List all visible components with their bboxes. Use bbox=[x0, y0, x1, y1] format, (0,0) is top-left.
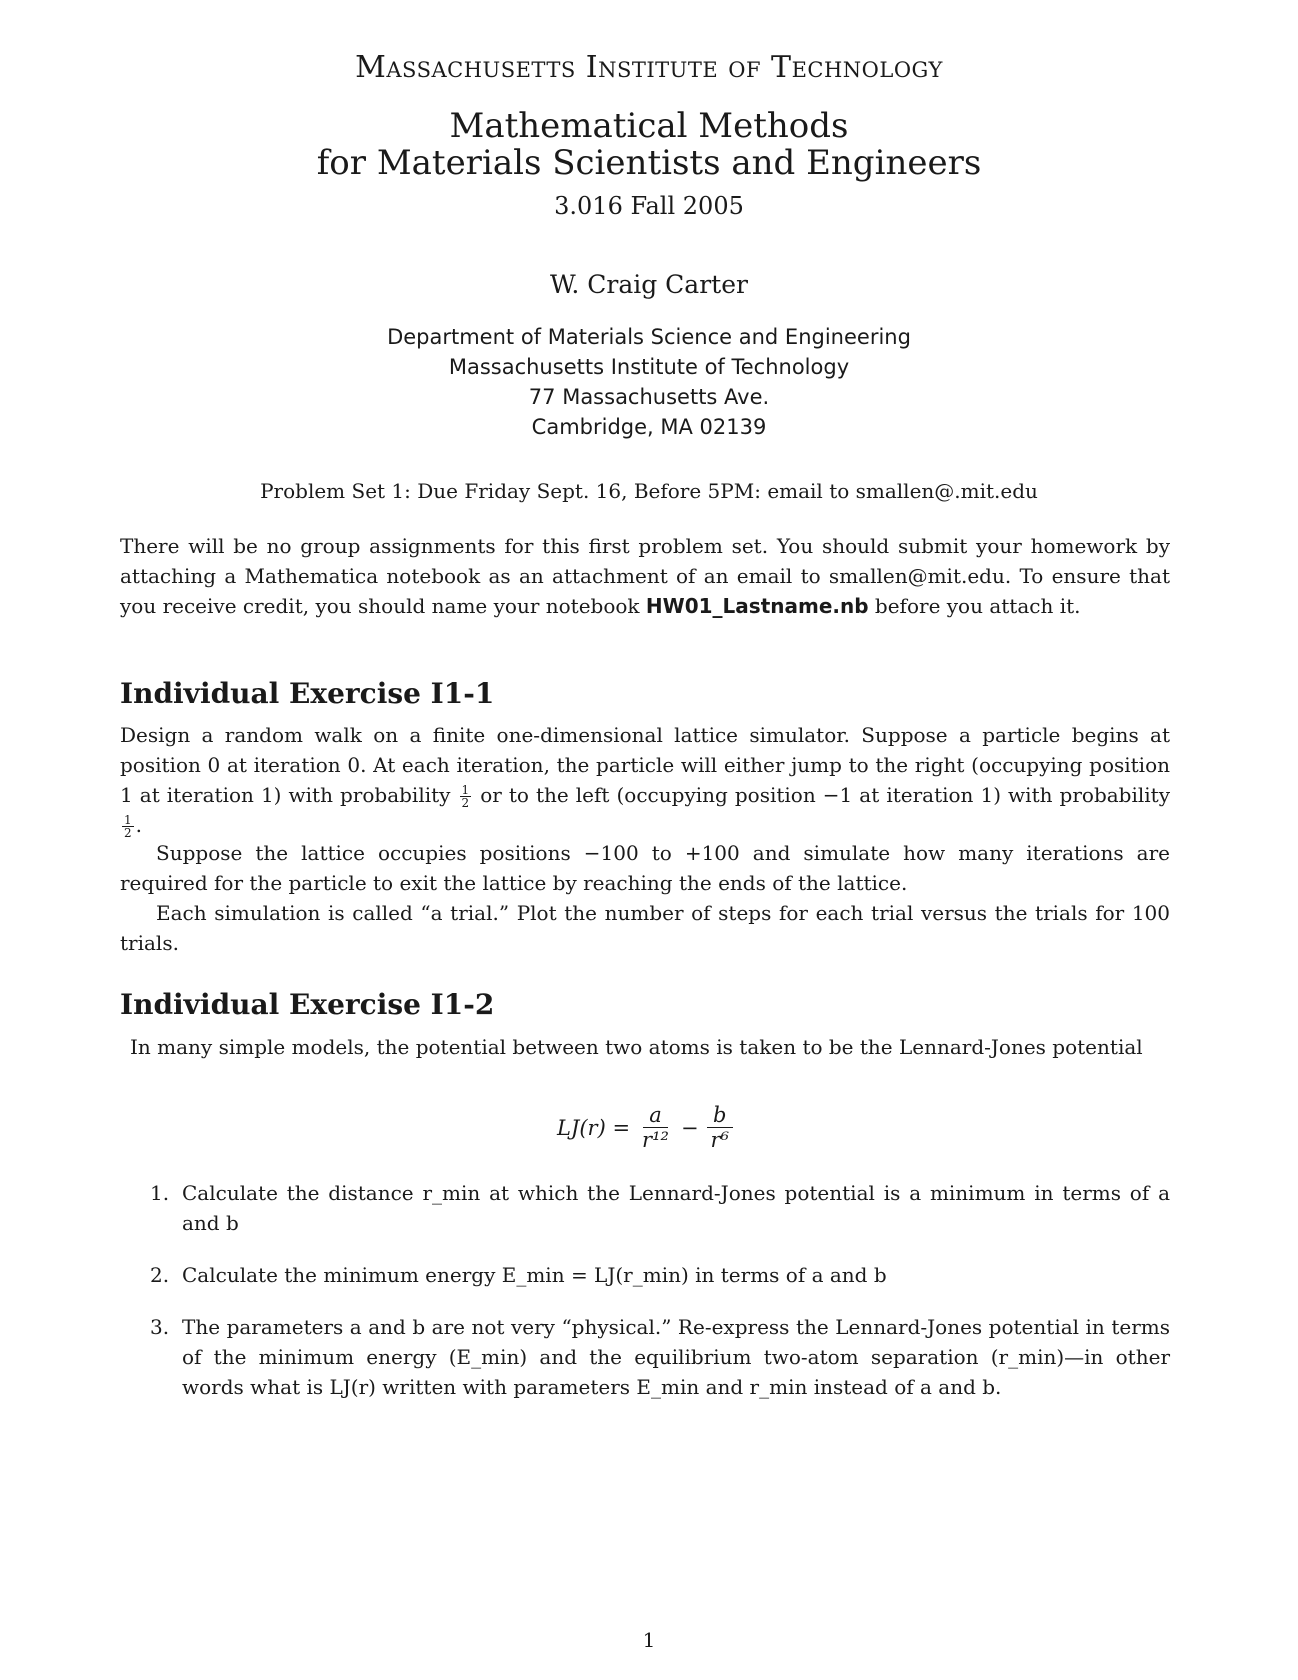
fraction-denominator: 2 bbox=[124, 826, 132, 840]
author-name: W. Craig Carter bbox=[550, 270, 748, 299]
fraction-denominator: 2 bbox=[461, 796, 470, 810]
exercise2-heading: Individual Exercise I1-2 bbox=[120, 988, 495, 1021]
list-item bbox=[120, 1312, 1170, 1402]
exercise2-intro: In many simple models, the potential between two atoms is taken to be the Lennard-Jones potential bbox=[130, 1035, 1143, 1059]
fraction-one-half bbox=[122, 814, 134, 839]
document-title bbox=[0, 108, 1298, 182]
intro-paragraph bbox=[120, 531, 1170, 621]
exercise1-text: or to the left (occupying position −1 at iteration 1) with probability bbox=[473, 783, 1170, 807]
fraction-numerator: a bbox=[643, 1103, 668, 1128]
formula-fraction-a bbox=[636, 1103, 675, 1152]
fraction-numerator: b bbox=[707, 1103, 732, 1128]
affiliation-block bbox=[0, 322, 1298, 442]
exercise1-text: . bbox=[135, 813, 142, 837]
item-text: The parameters a and b are not very “physical.” Re-express the Lennard-Jones potential in terms of the minimum energy (E_min) and the equilibrium two-atom separation (r_min)—in other words what is LJ(r) written with parameters E_min and r_min instead of a and b. bbox=[182, 1315, 1170, 1399]
exercise1-text: Design a random walk on a finite one-dimensional lattice simulator. Suppose a particle begins at position 0 at iteration 0. At each iteration, the particle will either jump to the right (occupying position 1 at iteration 1) with probability bbox=[120, 723, 1170, 807]
item-text: Calculate the distance r_min at which the Lennard-Jones potential is a minimum in terms of a and b bbox=[182, 1181, 1170, 1235]
list-item bbox=[120, 1260, 1170, 1290]
formula-fraction-b bbox=[705, 1103, 735, 1152]
fraction-numerator: 1 bbox=[461, 783, 470, 797]
fraction-one-half bbox=[460, 784, 472, 809]
list-item bbox=[120, 1178, 1170, 1238]
item-text: Calculate the minimum energy E_min = LJ(r_min) in terms of a and b bbox=[182, 1263, 887, 1287]
intro-text: There will be no group assignments for this first problem set. You should submit your homework by attaching a Mathematica notebook as an attachment of an email to smallen@mit.edu. To ensure that you receive credit, you should name your notebook bbox=[120, 534, 1170, 618]
exercise2-task-list bbox=[120, 1178, 1170, 1424]
item-number: 1. bbox=[150, 1181, 170, 1205]
formula-lhs: LJ(r) = bbox=[556, 1115, 631, 1140]
item-number: 3. bbox=[150, 1315, 170, 1339]
notebook-filename: HW01_Lastname.nb bbox=[645, 594, 869, 618]
fraction-numerator: 1 bbox=[124, 813, 132, 827]
exercise1-paragraph-3: Each simulation is called “a trial.” Plot the number of steps for each trial versus the trials for 100 trials. bbox=[120, 901, 1170, 955]
fraction-denominator: r¹² bbox=[642, 1128, 669, 1152]
problem-set-due: Problem Set 1: Due Friday Sept. 16, Before 5PM: email to smallen@.mit.edu bbox=[260, 479, 1038, 503]
formula-minus: − bbox=[680, 1115, 699, 1140]
fraction-denominator: r⁶ bbox=[710, 1128, 730, 1152]
affiliation-line: Department of Materials Science and Engineering bbox=[387, 325, 911, 349]
lennard-jones-formula bbox=[0, 1103, 1298, 1152]
item-number: 2. bbox=[150, 1263, 170, 1287]
exercise1-heading: Individual Exercise I1-1 bbox=[120, 677, 495, 710]
institution-heading: Massachusetts Institute of Technology bbox=[355, 50, 943, 85]
affiliation-line: 77 Massachusetts Ave. bbox=[528, 385, 770, 409]
title-line-1: Mathematical Methods bbox=[449, 106, 849, 146]
affiliation-line: Cambridge, MA 02139 bbox=[531, 415, 767, 439]
exercise1-paragraph-2: Suppose the lattice occupies positions −100 to +100 and simulate how many iterations are required for the particle to exit the lattice by reaching the ends of the lattice. bbox=[120, 841, 1170, 895]
exercise1-paragraph-1 bbox=[120, 720, 1170, 840]
affiliation-line: Massachusetts Institute of Technology bbox=[448, 355, 850, 379]
course-term: 3.016 Fall 2005 bbox=[554, 192, 744, 220]
title-line-2: for Materials Scientists and Engineers bbox=[316, 143, 982, 183]
intro-text-end: before you attach it. bbox=[868, 594, 1081, 618]
page-number: 1 bbox=[642, 1628, 656, 1652]
